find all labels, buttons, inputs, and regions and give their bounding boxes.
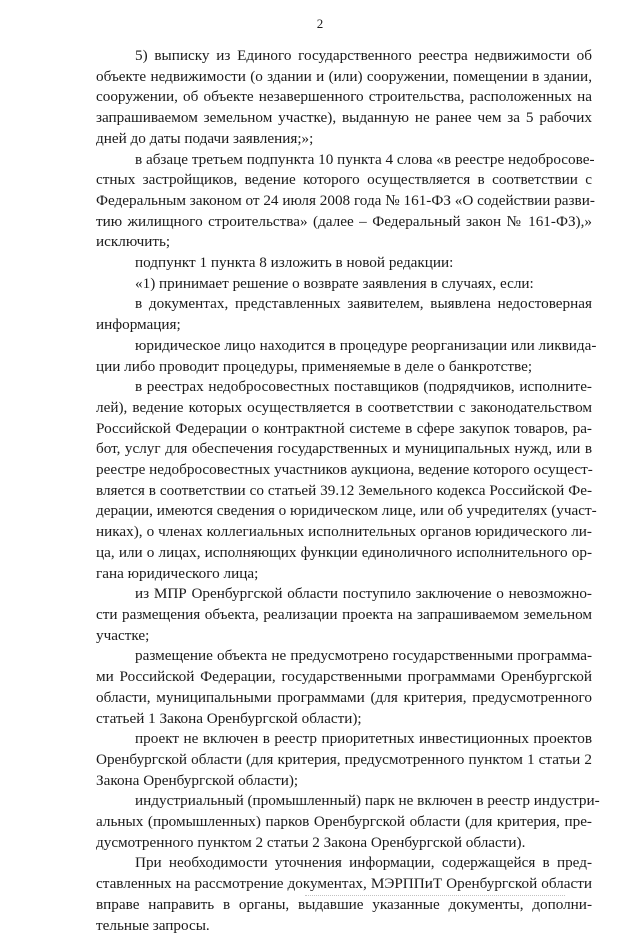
text-line: в документах, представленных заявителем, выявлена недостоверная: [135, 295, 592, 313]
text-line: 5) выписку из Единого государственного реестра недвижимости об: [135, 47, 592, 64]
text-line: запрашиваемом земельном участке), выданную не ранее чем за 5 рабочих: [96, 109, 592, 127]
text-line: тельные запросы.: [96, 916, 210, 934]
text-line: вляется в соответствии со статьей 39.12 Земельного кодекса Российской Фе-: [96, 481, 592, 499]
text-line: дусмотренного пунктом 2 статьи 2 Закона Оренбургской области).: [96, 833, 526, 851]
text-line: информация;: [96, 316, 181, 334]
text-line: объекте недвижимости (о здании и (или) сооружении, помещении в здании,: [96, 67, 592, 85]
paragraph-exclude-developers-registry: [96, 150, 595, 254]
text-line: сти размещения объекта, реализации проекта на запрашиваемом земельном: [96, 605, 592, 623]
paragraph-new-edition: [96, 253, 592, 274]
document-body: [96, 46, 600, 936]
text-line: ца, или о лицах, исполняющих функции единоличного исполнительного ор-: [96, 543, 592, 561]
text-line: области, муниципальными программами (для критерия, предусмотренного: [96, 688, 592, 706]
text-line: юридическое лицо находится в процедуре реорганизации или ликвида-: [135, 336, 597, 354]
text-line: в абзаце третьем подпункта 10 пункта 4 слова «в реестре недобросове-: [135, 150, 595, 168]
text-line: альных (промышленных) парков Оренбургской области (для критерия, пре-: [96, 813, 592, 831]
paragraph-unreliable-info: [96, 294, 592, 335]
text-line: «1) принимает решение о возврате заявления в случаях, если:: [135, 274, 534, 292]
text-line: бот, услуг для обеспечения государственных и муниципальных нужд, или в: [96, 440, 592, 458]
text-line: Оренбургской области (для критерия, предусмотренного пунктом 1 статьи 2: [96, 750, 592, 768]
text-line: При необходимости уточнения информации, содержащейся в пред-: [135, 854, 592, 872]
text-line: ции либо проводит процедуры, применяемые в деле о банкротстве;: [96, 357, 533, 375]
text-line: статьей 1 Закона Оренбургской области);: [96, 709, 362, 727]
text-line: исключить;: [96, 233, 171, 251]
page-number: 2: [316, 16, 324, 31]
paragraph-reorganization: [96, 336, 597, 377]
text-line: ми Российской Федерации, государственными программами Оренбургской: [96, 668, 592, 686]
text-line: дней до даты подачи заявления;»;: [96, 129, 314, 147]
text-line: сооружении, об объекте незавершенного строительства, расположенных на: [96, 88, 592, 106]
text-line: Российской Федерации о контрактной системе в сфере закупок товаров, ра-: [96, 419, 592, 437]
paragraph-mpr-conclusion: [96, 584, 592, 646]
text-line: индустриальный (промышленный) парк не включен в реестр индустри-: [135, 792, 600, 810]
text-line: проект не включен в реестр приоритетных инвестиционных проектов: [135, 730, 592, 748]
text-line: участке;: [96, 626, 150, 644]
paragraph-priority-projects: [96, 729, 592, 791]
text-line: стных застройщиков, ведение которого осуществляется в соответствии с: [96, 171, 592, 189]
text-line: из МПР Оренбургской области поступило заключение о невозможно-: [135, 585, 592, 603]
paragraph-return-decision: [96, 274, 592, 295]
text-line: Закона Оренбургской области);: [96, 771, 299, 789]
text-line: реестре недобросовестных участников аукциона, ведение которого осущест-: [96, 461, 593, 479]
text-line: гана юридического лица;: [96, 564, 259, 582]
paragraph-extract-egrn: [96, 46, 592, 150]
text-line: ставленных на рассмотрение документах, МЭРППиТ Оренбургской области: [96, 875, 592, 893]
text-line: Федеральным законом от 24 июля 2008 года № 161-ФЗ «О содействии разви-: [96, 191, 595, 209]
text-line: тию жилищного строительства» (далее – Федеральный закон № 161-ФЗ),»: [96, 212, 592, 230]
paragraph-state-programs: [96, 646, 592, 729]
text-line: подпункт 1 пункта 8 изложить в новой редакции:: [135, 254, 454, 272]
paragraph-industrial-park: [96, 791, 600, 853]
scan-footer-artifact: [305, 895, 565, 897]
text-line: в реестрах недобросовестных поставщиков (подрядчиков, исполните-: [135, 378, 592, 396]
paragraph-unfair-suppliers-registry: [96, 377, 597, 584]
text-line: дерации, имеются сведения о юридическом лице, или об учредителях (участ-: [96, 502, 597, 520]
text-line: никах), о членах коллегиальных исполнительных органов юридического ли-: [96, 523, 592, 541]
text-line: вправе направить в органы, выдавшие указанные документы, дополни-: [96, 895, 592, 913]
text-line: размещение объекта не предусмотрено государственными программа-: [135, 647, 592, 665]
text-line: лей), ведение которых осуществляется в соответствии с законодательством: [96, 398, 592, 416]
